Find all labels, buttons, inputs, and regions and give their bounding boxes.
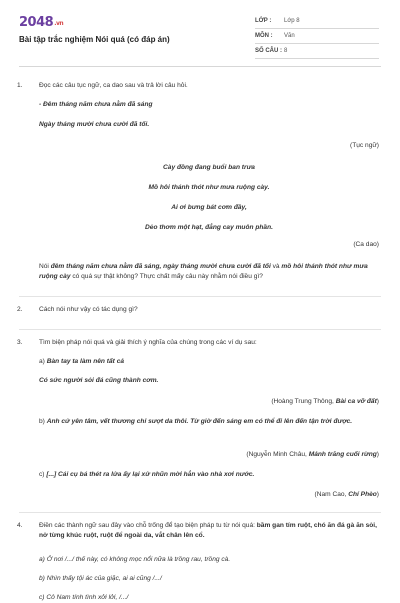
header xyxy=(0,0,400,70)
proverb-line: - Đêm tháng năm chưa nằm đã sáng xyxy=(39,101,153,108)
fill-item-b: b) Nhìn thấy tội ác của giặc, ai ai cũng /.../ xyxy=(39,575,162,582)
question-text: Nói đêm tháng năm chưa nằm đã sáng, ngày tháng mười chưa cười đã tối và mồ hôi thánh thót như mưa ruộng cày có quá sự thật không? Thực chất mấy câu này nhằm nói điều gì? xyxy=(39,263,368,280)
question-number: 3. xyxy=(17,339,23,346)
poem-line: Ai ơi bưng bát cơm đầy, xyxy=(171,204,247,211)
question-text: Cách nói như vậy có tác dụng gì? xyxy=(39,306,138,313)
meta-row-subject xyxy=(255,29,379,44)
poem-source: (Ca dao) xyxy=(353,241,379,248)
example-a-source: (Hoàng Trung Thông, Bài ca vỡ đất) xyxy=(271,398,379,405)
question-number: 1. xyxy=(17,82,23,89)
fill-item-a: a) Ở nơi /.../ thế này, có không mọc nổi nữa là trồng rau, trồng cà. xyxy=(39,556,231,563)
document-title: Bài tập trắc nghiệm Nói quá (có đáp án) xyxy=(19,35,170,44)
question-intro: Điền các thành ngữ sau đây vào chỗ trống để tạo biện pháp tu từ nói quá: bầm gan tím ruột, chó ăn đá gà ăn sỏi, nở từng khúc ruột, ruột để ngoài da, vắt chân lên cổ. xyxy=(39,522,377,539)
example-b-source: (Nguyễn Minh Châu, Mảnh trăng cuối rừng) xyxy=(246,451,379,458)
example-c: c) [...] Cái cụ bá thét ra lửa ấy lại xử nhũn mời hắn vào nhà xơi nước. xyxy=(39,471,255,478)
meta-table xyxy=(255,14,379,59)
meta-value: 8 xyxy=(284,48,288,54)
question-intro: Tìm biện pháp nói quá và giải thích ý nghĩa của chúng trong các ví dụ sau: xyxy=(39,339,257,346)
question-number: 2. xyxy=(17,306,23,313)
example-c-source: (Nam Cao, Chí Phèo) xyxy=(314,491,379,498)
meta-label: SỐ CÂU : xyxy=(255,48,282,54)
fill-item-c: c) Cô Nam tính tình xởi lởi, /.../ xyxy=(39,594,129,601)
question-divider xyxy=(19,329,381,330)
question-intro: Đọc các câu tục ngữ, ca dao sau và trả lời câu hỏi. xyxy=(39,82,188,89)
question-number: 4. xyxy=(17,522,23,529)
example-a-line: Có sức người sỏi đá cũng thành cơm. xyxy=(39,377,159,384)
proverb-source: (Tục ngữ) xyxy=(350,142,379,149)
proverb-line: Ngày tháng mười chưa cười đã tối. xyxy=(39,121,150,128)
meta-row-count xyxy=(255,44,379,59)
meta-value: Văn xyxy=(284,33,295,39)
poem-line: Mồ hôi thánh thót như mưa ruộng cày. xyxy=(148,184,270,191)
meta-label: MÔN : xyxy=(255,33,273,39)
example-b: b) Anh cứ yên tâm, vết thương chỉ sượt da thôi. Từ giờ đến sáng em có thể đi lên đến tận trời được. xyxy=(39,418,353,425)
example-a: a) Bàn tay ta làm nên tất cả xyxy=(39,358,125,365)
poem-line: Dẻo thơm một hạt, đắng cay muôn phần. xyxy=(145,224,273,231)
question-divider xyxy=(19,296,381,297)
meta-value: Lớp 8 xyxy=(284,18,300,24)
meta-label: LỚP : xyxy=(255,18,272,24)
question-divider xyxy=(19,512,381,513)
header-divider xyxy=(19,66,381,67)
site-logo[interactable]: 2048.vn xyxy=(19,15,64,30)
meta-row-class xyxy=(255,14,379,29)
poem-line: Cày đồng đang buổi ban trưa xyxy=(163,164,255,171)
